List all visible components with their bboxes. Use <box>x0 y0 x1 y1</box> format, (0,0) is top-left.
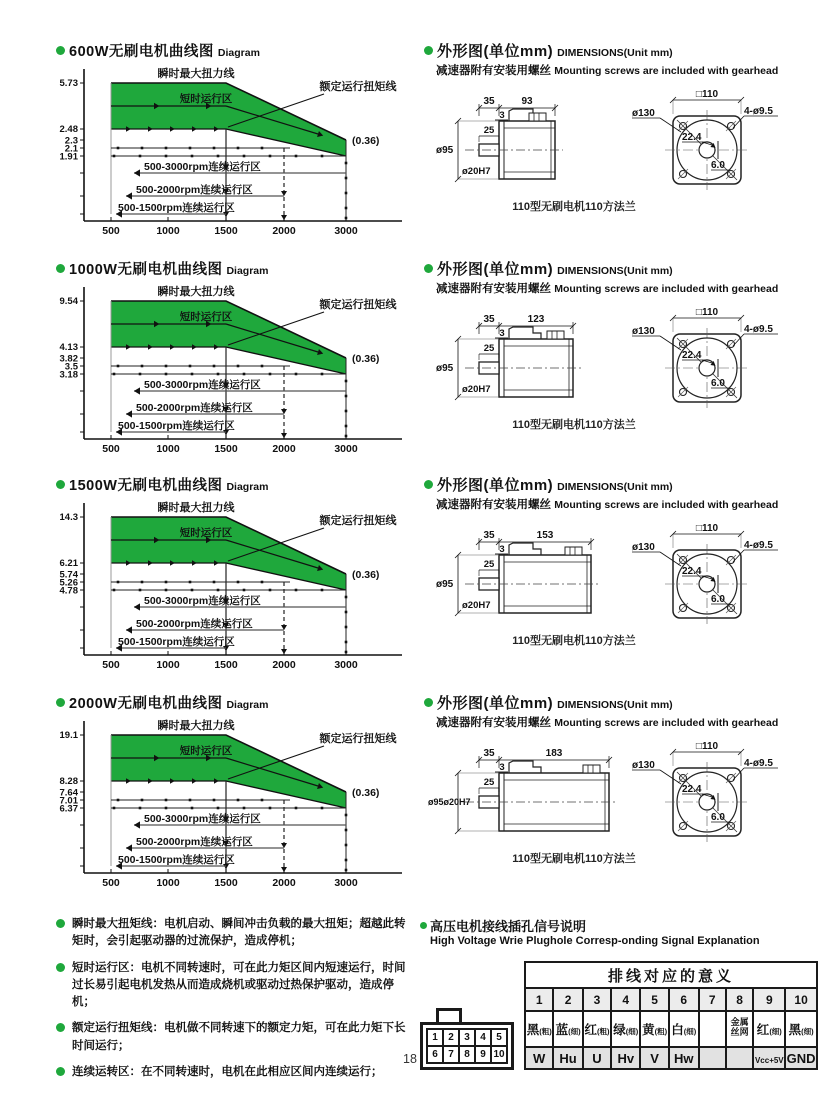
svg-text:500-3000rpm连续运行区: 500-3000rpm连续运行区 <box>144 161 261 173</box>
svg-text:额定运行扭矩线: 额定运行扭矩线 <box>319 515 397 527</box>
svg-text:6.37: 6.37 <box>59 803 78 815</box>
signal-name-cell: W <box>525 1047 553 1069</box>
wire-color-cell: 黑(粗) <box>525 1011 553 1047</box>
dimension-section-600w <box>424 40 816 228</box>
svg-text:ø95ø20H7: ø95ø20H7 <box>428 797 471 807</box>
note-item <box>56 960 416 1012</box>
svg-text:500-2000rpm连续运行区: 500-2000rpm连续运行区 <box>136 184 253 196</box>
svg-text:8.28: 8.28 <box>59 776 78 787</box>
svg-text:(0.36): (0.36) <box>352 569 380 581</box>
signal-subtitle: High Voltage Wrie Plughole Corresp-onding Signal Explanation <box>430 935 760 947</box>
svg-text:ø95: ø95 <box>436 363 454 374</box>
dimension-title-en: DIMENSIONS(Unit mm) <box>557 265 673 277</box>
signal-name-cell: Hw <box>669 1047 699 1069</box>
bullet-icon <box>56 698 65 707</box>
svg-text:4-ø9.5: 4-ø9.5 <box>744 758 773 769</box>
svg-text:500: 500 <box>102 659 120 671</box>
wire-color-cell: 黄(粗) <box>640 1011 668 1047</box>
svg-text:ø130: ø130 <box>632 760 655 771</box>
svg-text:2.3: 2.3 <box>64 135 78 147</box>
svg-text:ø20H7: ø20H7 <box>462 166 491 177</box>
svg-text:7.64: 7.64 <box>59 787 78 799</box>
svg-text:1000: 1000 <box>156 877 180 889</box>
svg-text:500-3000rpm连续运行区: 500-3000rpm连续运行区 <box>144 595 261 607</box>
svg-text:(0.36): (0.36) <box>352 787 380 799</box>
svg-text:4-ø9.5: 4-ø9.5 <box>744 324 773 335</box>
plug-pin-number: 10 <box>493 1049 505 1060</box>
dimension-title <box>424 40 816 61</box>
svg-text:□110: □110 <box>695 307 719 318</box>
plug-pin-number: 3 <box>460 1030 474 1045</box>
chart-title <box>56 40 444 61</box>
svg-text:500-1500rpm连续运行区: 500-1500rpm连续运行区 <box>118 202 235 214</box>
chart-title-suffix: Diagram <box>226 699 269 711</box>
bullet-icon <box>56 919 65 928</box>
svg-text:22.4: 22.4 <box>682 784 702 795</box>
dimension-section-1500w <box>424 474 816 662</box>
plug-pin-number: 7 <box>444 1047 458 1062</box>
bullet-icon <box>56 1067 65 1076</box>
dimension-title <box>424 692 816 713</box>
svg-text:ø95: ø95 <box>436 579 454 590</box>
svg-text:4-ø9.5: 4-ø9.5 <box>744 106 773 117</box>
svg-text:2000: 2000 <box>272 877 296 889</box>
svg-text:7.01: 7.01 <box>59 795 78 807</box>
svg-text:短时运行区: 短时运行区 <box>179 311 233 323</box>
dimension-title-en: DIMENSIONS(Unit mm) <box>557 47 673 59</box>
motor-row-600w <box>0 40 820 256</box>
wire-color-cell: 金属 丝网 <box>726 1011 754 1047</box>
svg-text:3: 3 <box>499 328 505 339</box>
svg-text:35: 35 <box>483 748 495 759</box>
svg-text:110型无刷电机110方法兰: 110型无刷电机110方法兰 <box>512 419 636 431</box>
svg-text:22.4: 22.4 <box>682 132 702 143</box>
svg-text:4-ø9.5: 4-ø9.5 <box>744 540 773 551</box>
chart-title-text: 1000W无刷电机曲线图 <box>69 262 223 278</box>
svg-text:35: 35 <box>483 96 495 107</box>
chart-section-2000w <box>56 692 444 895</box>
svg-text:22.4: 22.4 <box>682 566 702 577</box>
svg-text:500: 500 <box>102 443 120 455</box>
bullet-icon <box>56 264 65 273</box>
dimension-title <box>424 474 816 495</box>
torque-curve-chart <box>56 63 444 243</box>
svg-text:额定运行扭矩线: 额定运行扭矩线 <box>319 299 397 311</box>
svg-text:5.73: 5.73 <box>59 78 78 89</box>
svg-text:6.0: 6.0 <box>711 160 725 171</box>
plug-pin-number: 4 <box>476 1030 490 1045</box>
svg-text:25: 25 <box>483 559 495 570</box>
svg-text:110型无刷电机110方法兰: 110型无刷电机110方法兰 <box>512 853 636 865</box>
motor-outline-drawing <box>428 741 778 865</box>
motor-outline-drawing <box>436 307 778 431</box>
svg-text:□110: □110 <box>695 741 719 752</box>
svg-text:25: 25 <box>483 777 495 788</box>
svg-text:3000: 3000 <box>334 225 358 237</box>
svg-text:1500: 1500 <box>214 659 238 671</box>
svg-text:瞬时最大扭力线: 瞬时最大扭力线 <box>157 68 235 80</box>
motor-outline-drawing <box>436 523 778 647</box>
chart-title-text: 1500W无刷电机曲线图 <box>69 478 223 494</box>
svg-text:500-3000rpm连续运行区: 500-3000rpm连续运行区 <box>144 813 261 825</box>
svg-text:ø130: ø130 <box>632 542 655 553</box>
svg-text:3: 3 <box>499 544 505 555</box>
svg-text:短时运行区: 短时运行区 <box>179 745 233 757</box>
svg-text:ø130: ø130 <box>632 108 655 119</box>
dimension-drawing <box>424 512 812 662</box>
signal-name-cell: Hv <box>611 1047 640 1069</box>
svg-text:2.1: 2.1 <box>64 143 78 155</box>
svg-text:3000: 3000 <box>334 443 358 455</box>
dimension-title-cn: 外形图(单位mm) <box>437 477 554 494</box>
signal-name-cell: U <box>583 1047 611 1069</box>
svg-text:ø130: ø130 <box>632 326 655 337</box>
svg-text:110型无刷电机110方法兰: 110型无刷电机110方法兰 <box>512 201 636 213</box>
svg-text:6.0: 6.0 <box>711 812 725 823</box>
note-item <box>56 1020 416 1055</box>
wire-color-cell: 绿(细) <box>611 1011 640 1047</box>
signal-table-header: 排线对应的意义 <box>525 962 817 988</box>
note-text: 瞬时最大扭矩线：电机启动、瞬间冲击负载的最大扭矩；超越此转矩时，会引起驱动器的过流保护，造成停机； <box>72 918 406 948</box>
svg-text:500-2000rpm连续运行区: 500-2000rpm连续运行区 <box>136 402 253 414</box>
svg-text:500-2000rpm连续运行区: 500-2000rpm连续运行区 <box>136 618 253 630</box>
svg-text:6.0: 6.0 <box>711 594 725 605</box>
chart-section-1500w <box>56 474 444 677</box>
dimension-section-2000w <box>424 692 816 880</box>
plug-pin-number: 8 <box>460 1047 474 1062</box>
svg-text:1000: 1000 <box>156 443 180 455</box>
svg-text:ø20H7: ø20H7 <box>462 600 491 611</box>
svg-text:123: 123 <box>527 314 545 325</box>
dimension-drawing <box>424 78 812 228</box>
plug-pin-number: 9 <box>476 1047 490 1062</box>
dimension-title-en: DIMENSIONS(Unit mm) <box>557 481 673 493</box>
svg-text:1000: 1000 <box>156 659 180 671</box>
signal-name-cell: Vcc+5V <box>753 1047 785 1069</box>
svg-text:35: 35 <box>483 314 495 325</box>
svg-text:19.1: 19.1 <box>59 730 78 741</box>
dimension-subtitle: 减速器附有安装用螺丝 Mounting screws are included with gearhead <box>436 717 779 729</box>
svg-text:6.0: 6.0 <box>711 378 725 389</box>
svg-text:500-2000rpm连续运行区: 500-2000rpm连续运行区 <box>136 836 253 848</box>
svg-text:3000: 3000 <box>334 877 358 889</box>
pin-number-cell: 10 <box>785 988 817 1011</box>
bullet-icon <box>424 480 433 489</box>
dimension-subtitle: 减速器附有安装用螺丝 Mounting screws are included with gearhead <box>436 283 779 295</box>
svg-text:1500: 1500 <box>214 877 238 889</box>
svg-text:瞬时最大扭力线: 瞬时最大扭力线 <box>157 286 235 298</box>
signal-title-cn: 高压电机接线插孔信号说明 <box>430 919 587 934</box>
svg-text:(0.36): (0.36) <box>352 353 380 365</box>
svg-text:500-1500rpm连续运行区: 500-1500rpm连续运行区 <box>118 854 235 866</box>
pin-number-cell: 3 <box>583 988 611 1011</box>
svg-text:3.82: 3.82 <box>59 353 78 365</box>
chart-title-suffix: Diagram <box>226 481 269 493</box>
pin-number-cell: 6 <box>669 988 699 1011</box>
torque-curve-chart <box>56 715 444 895</box>
svg-text:1500: 1500 <box>214 443 238 455</box>
note-item <box>56 1064 416 1081</box>
torque-curve-chart <box>56 281 444 461</box>
plug-pin-number: 6 <box>428 1047 442 1062</box>
svg-text:153: 153 <box>536 530 554 541</box>
svg-text:500-3000rpm连续运行区: 500-3000rpm连续运行区 <box>144 379 261 391</box>
svg-text:2000: 2000 <box>272 443 296 455</box>
svg-text:500: 500 <box>102 225 120 237</box>
chart-section-600w <box>56 40 444 243</box>
dimension-title-cn: 外形图(单位mm) <box>437 261 554 278</box>
svg-text:2000: 2000 <box>272 659 296 671</box>
chart-section-1000w <box>56 258 444 461</box>
motor-outline-drawing <box>436 89 778 213</box>
note-item <box>56 916 416 951</box>
svg-text:6.21: 6.21 <box>59 558 78 569</box>
torque-curve-chart <box>56 497 444 677</box>
svg-text:5.26: 5.26 <box>59 577 78 589</box>
chart-title-text: 2000W无刷电机曲线图 <box>69 696 223 712</box>
svg-text:110型无刷电机110方法兰: 110型无刷电机110方法兰 <box>512 635 636 647</box>
svg-text:1500: 1500 <box>214 225 238 237</box>
dimension-drawing <box>424 730 812 880</box>
svg-text:ø20H7: ø20H7 <box>462 384 491 395</box>
bullet-icon <box>424 698 433 707</box>
wire-color-cell <box>699 1011 726 1047</box>
svg-text:3000: 3000 <box>334 659 358 671</box>
svg-text:□110: □110 <box>695 523 719 534</box>
plug-pin-number: 2 <box>444 1030 458 1045</box>
svg-text:5.74: 5.74 <box>59 569 78 581</box>
svg-text:183: 183 <box>545 748 563 759</box>
chart-title <box>56 692 444 713</box>
pin-number-cell: 1 <box>525 988 553 1011</box>
svg-text:35: 35 <box>483 530 495 541</box>
svg-text:(0.36): (0.36) <box>352 135 380 147</box>
svg-text:500-1500rpm连续运行区: 500-1500rpm连续运行区 <box>118 636 235 648</box>
dimension-title <box>424 258 816 279</box>
svg-text:93: 93 <box>521 96 533 107</box>
signal-title <box>420 916 818 935</box>
chart-title-suffix: Diagram <box>226 265 269 277</box>
svg-text:2000: 2000 <box>272 225 296 237</box>
svg-text:500-1500rpm连续运行区: 500-1500rpm连续运行区 <box>118 420 235 432</box>
dimension-title-en: DIMENSIONS(Unit mm) <box>557 699 673 711</box>
svg-text:额定运行扭矩线: 额定运行扭矩线 <box>319 81 397 93</box>
svg-text:3: 3 <box>499 762 505 773</box>
bullet-icon <box>56 1023 65 1032</box>
note-text: 短时运行区：电机不同转速时，可在此力矩区间内短速运行，时间过长易引起电机发热从而造成烧机或驱动过热保护驱动，造成停机； <box>72 961 406 1008</box>
pin-number-cell: 5 <box>640 988 668 1011</box>
svg-text:2.48: 2.48 <box>59 124 78 135</box>
pin-number-cell: 7 <box>699 988 726 1011</box>
pin-number-cell: 2 <box>553 988 582 1011</box>
plug-pin-number: 5 <box>492 1030 506 1045</box>
wire-color-cell: 蓝(细) <box>553 1011 582 1047</box>
svg-text:4.78: 4.78 <box>59 585 78 597</box>
pin-number-cell: 8 <box>726 988 754 1011</box>
dimension-title-cn: 外形图(单位mm) <box>437 43 554 60</box>
bullet-icon <box>56 46 65 55</box>
signal-name-cell: GND <box>785 1047 817 1069</box>
note-text: 连续运转区：在不同转速时，电机在此相应区间内连续运行； <box>72 1065 383 1078</box>
motor-row-1500w <box>0 474 820 690</box>
pin-number-cell: 4 <box>611 988 640 1011</box>
chart-title-suffix: Diagram <box>217 47 260 59</box>
bullet-icon <box>420 922 427 929</box>
svg-text:22.4: 22.4 <box>682 350 702 361</box>
note-text: 额定运行扭矩线：电机做不同转速下的额定力矩，可在此力矩下长时间运行； <box>72 1022 406 1052</box>
svg-text:25: 25 <box>483 343 495 354</box>
svg-text:瞬时最大扭力线: 瞬时最大扭力线 <box>157 720 235 732</box>
wire-color-cell: 红(粗) <box>583 1011 611 1047</box>
wire-color-cell: 黑(细) <box>785 1011 817 1047</box>
svg-text:□110: □110 <box>695 89 719 100</box>
svg-text:25: 25 <box>483 125 495 136</box>
svg-text:500: 500 <box>102 877 120 889</box>
dimension-subtitle: 减速器附有安装用螺丝 Mounting screws are included with gearhead <box>436 499 779 511</box>
svg-text:短时运行区: 短时运行区 <box>179 527 233 539</box>
page-number: 18 <box>403 1052 417 1066</box>
plug-pin-number: 1 <box>428 1030 442 1045</box>
svg-text:3.5: 3.5 <box>64 361 78 373</box>
bullet-icon <box>424 264 433 273</box>
dimension-title-cn: 外形图(单位mm) <box>437 695 554 712</box>
svg-text:1.91: 1.91 <box>59 151 78 163</box>
wire-color-cell: 白(细) <box>669 1011 699 1047</box>
dimension-section-1000w <box>424 258 816 446</box>
svg-text:3: 3 <box>499 110 505 121</box>
signal-section <box>420 916 818 1070</box>
dimension-drawing <box>424 296 812 446</box>
bullet-icon <box>56 480 65 489</box>
motor-row-1000w <box>0 258 820 474</box>
plug-tab <box>436 1008 462 1022</box>
svg-text:瞬时最大扭力线: 瞬时最大扭力线 <box>157 502 235 514</box>
svg-text:额定运行扭矩线: 额定运行扭矩线 <box>319 733 397 745</box>
svg-text:1000: 1000 <box>156 225 180 237</box>
motor-row-2000w <box>0 692 820 908</box>
chart-title-text: 600W无刷电机曲线图 <box>69 44 214 60</box>
wire-color-cell: 红(细) <box>753 1011 785 1047</box>
dimension-subtitle: 减速器附有安装用螺丝 Mounting screws are included with gearhead <box>436 65 779 77</box>
svg-text:3.18: 3.18 <box>59 369 78 381</box>
signal-name-cell: V <box>640 1047 668 1069</box>
svg-text:14.3: 14.3 <box>59 512 78 523</box>
pin-number-cell: 9 <box>753 988 785 1011</box>
bullet-icon <box>56 963 65 972</box>
bullet-icon <box>424 46 433 55</box>
svg-text:9.54: 9.54 <box>59 296 78 307</box>
svg-text:4.13: 4.13 <box>59 342 78 353</box>
svg-text:ø95: ø95 <box>436 145 454 156</box>
svg-text:短时运行区: 短时运行区 <box>179 93 233 105</box>
chart-title <box>56 474 444 495</box>
signal-name-cell: Hu <box>553 1047 582 1069</box>
chart-title <box>56 258 444 279</box>
